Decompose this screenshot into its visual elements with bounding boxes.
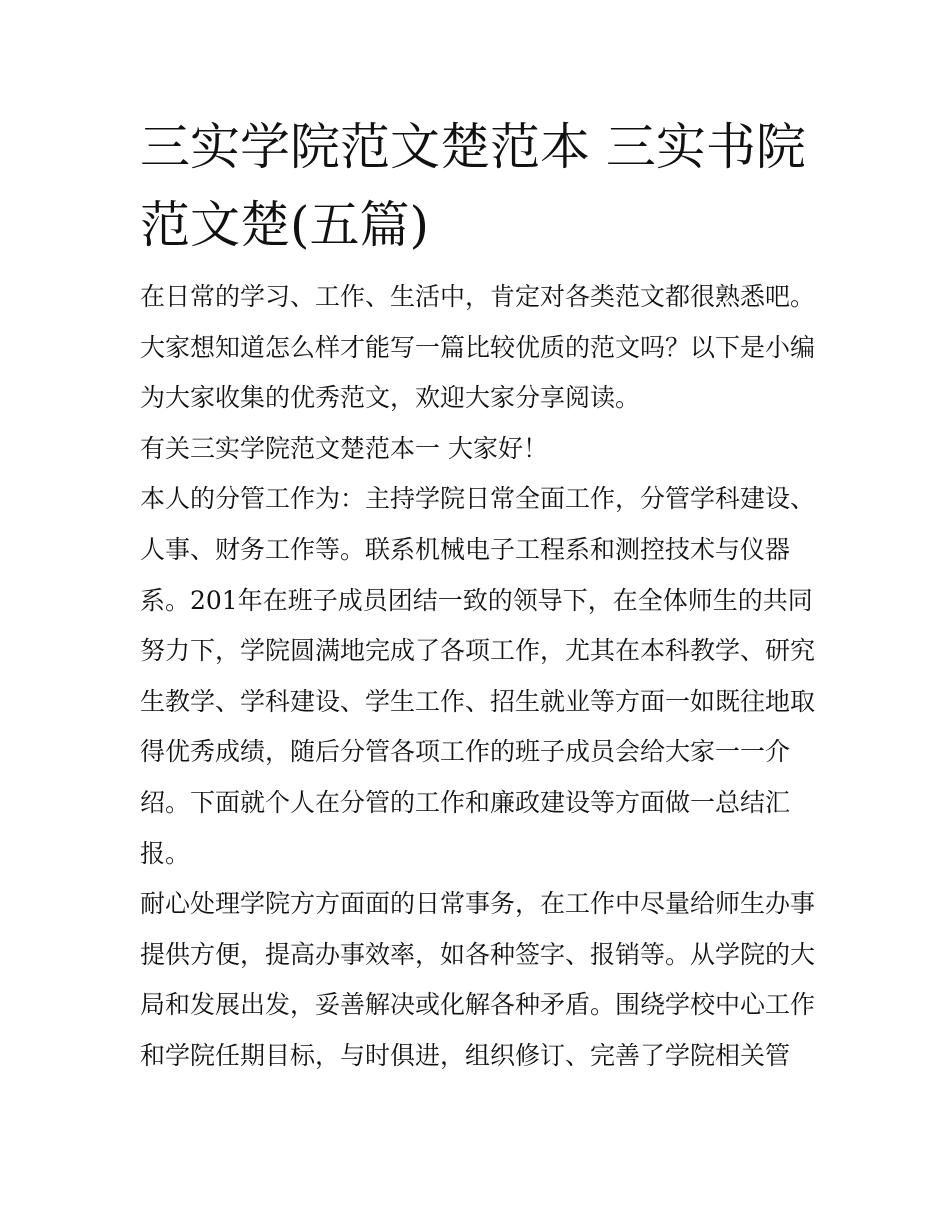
paragraph-daily-affairs: 耐心处理学院方方面面的日常事务，在工作中尽量给师生办事提供方便，提高办事效率，如各种签字、报销等。从学院的大局和发展出发，妥善解决或化解各种矛盾。围绕学校中心工作和学院任期目标，与时俱进，组织修订、完善了学院相关管 xyxy=(140,889,816,1070)
document-title: 三实学院范文楚范本 三实书院范文楚(五篇) xyxy=(140,118,806,254)
paragraph-duties: 本人的分管工作为：主持学院日常全面工作，分管学科建设、人事、财务工作等。联系机械电子工程系和测控技术与仪器系。201年在班子成员团结一致的领导下，在全体师生的共同努力下，学院圆满地完成了各项工作，尤其在本科教学、研究生教学、学科建设、学生工作、招生就业等方面一如既往地取得优秀成绩，随后分管各项工作的班子成员会给大家一一介绍。下面就个人在分管的工作和廉政建设等方面做一总结汇报。 xyxy=(140,484,816,868)
paragraph-intro: 在日常的学习、工作、生活中，肯定对各类范文都很熟悉吧。大家想知道怎么样才能写一篇比较优质的范文吗？以下是小编为大家收集的优秀范文，欢迎大家分享阅读。 xyxy=(140,282,816,413)
document-body xyxy=(140,108,820,1082)
paragraph-heading-one: 有关三实学院范文楚范本一 大家好！ xyxy=(140,433,548,463)
